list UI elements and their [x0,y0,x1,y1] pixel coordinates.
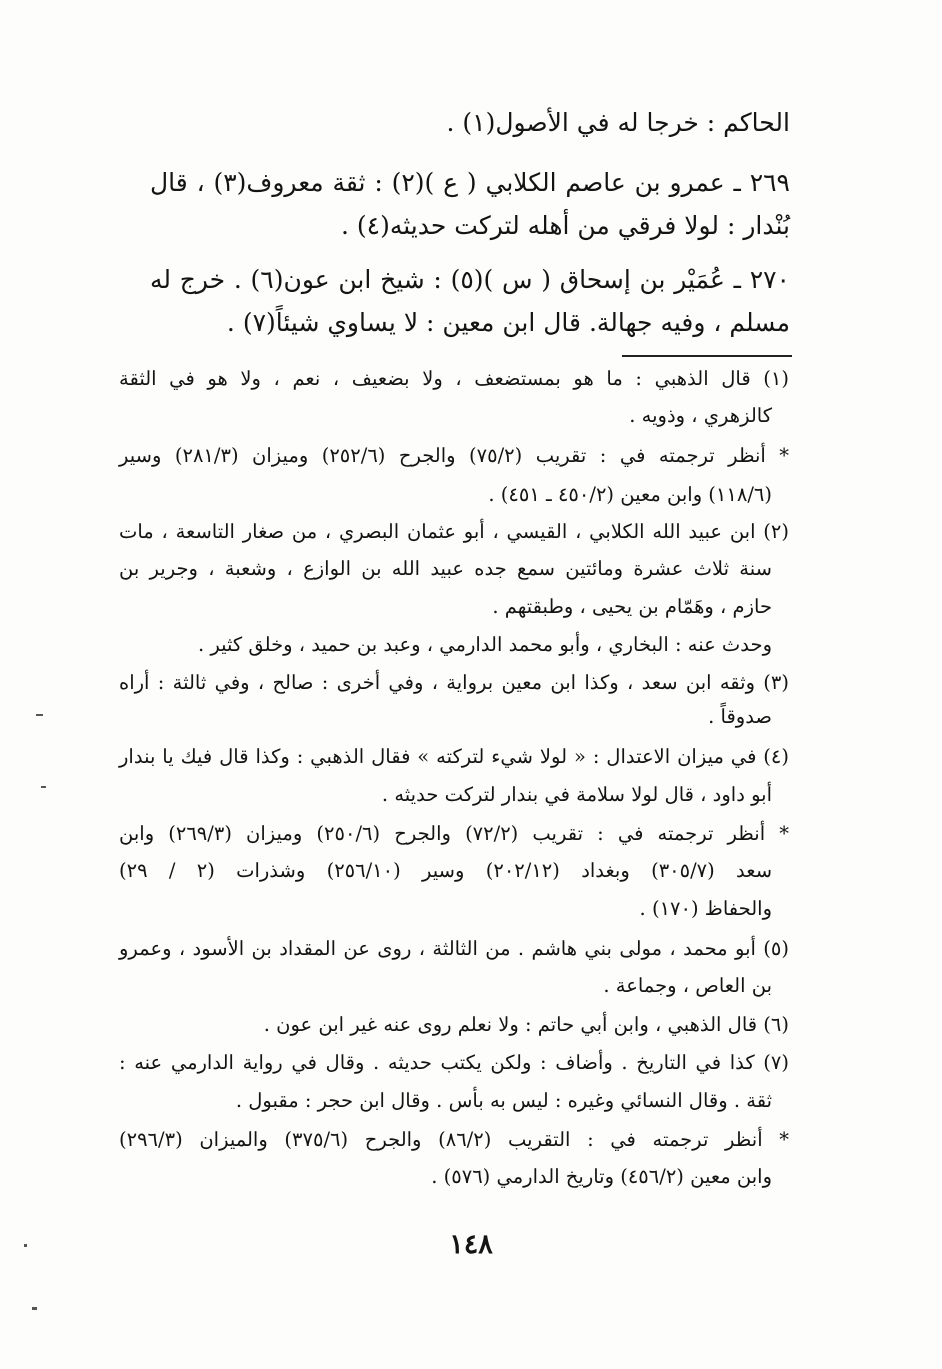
footnote-line: (٧) كذا في التاريخ . وأضاف : ولكن يكتب حديثه . وقال في رواية الدارمي عنه : [119,1051,789,1074]
main-line: ٢٧٠ ـ عُمَيْر بن إسحاق ( س )(٥) : شيخ ابن عون(٦) . خرج له [150,265,790,294]
footnote-line: * أنظر ترجمته في : تقريب (٧٢/٢) والجرح (٢٥٠/٦) وميزان (٢٦٩/٣) وابن [119,822,789,845]
footnote-line: (٣) وثقه ابن سعد ، وكذا ابن معين برواية ، وفي أخرى : صالح ، وفي ثالثة : أراه [119,671,789,694]
footnote-line: وابن معين (٤٥٦/٢) وتاريخ الدارمي (٥٧٦) . [431,1165,772,1188]
main-line: ٢٦٩ ـ عمرو بن عاصم الكلابي ( ع )(٢) : ثقة معروف(٣) ، قال [150,168,790,197]
page-number: ١٤٨ [449,1229,493,1260]
footnote-line: (١١٨/٦) وابن معين (٤٥٠/٢ ـ ٤٥١) . [488,483,772,506]
main-line: الحاكم : خرجا له في الأصول(١) . [446,108,790,137]
footnote-line: وحدث عنه : البخاري ، وأبو محمد الدارمي ، وعبد بن حميد ، وخلق كثير . [197,633,772,656]
footnote-line: ثقة . وقال النسائي وغيره : ليس به بأس . وقال ابن حجر : مقبول . [235,1089,772,1112]
footnote-line: (١) قال الذهبي : ما هو بمستضعف ، ولا بضعيف ، نعم ، ولا هو في الثقة [119,367,789,390]
footnote-line: * أنظر ترجمته في : تقريب (٧٥/٢) والجرح (٢٥٢/٦) وميزان (٢٨١/٣) وسير [119,444,789,467]
footnote-line: (٦) قال الذهبي ، وابن أبي حاتم : ولا نعلم روى عنه غير ابن عون . [263,1013,789,1036]
scan-speck [41,786,46,788]
footnote-line: سعد (٣٠٥/٧) وبغداد (٢٠٢/١٢) وسير (٢٥٦/١٠) وشذرات (٢ / ٢٩) [119,859,773,882]
footnote-line: (٥) أبو محمد ، مولى بني هاشم . من الثالثة ، روى عن المقداد بن الأسود ، وعمرو [119,937,789,960]
scan-speck [24,1244,27,1247]
footnote-line: أبو داود ، قال لولا سلامة في بندار لتركت حديثه . [381,783,772,806]
footnote-line: (٤) في ميزان الاعتدال : « لولا شيء لتركته » فقال الذهبي : وكذا قال فيك يا بندار [119,745,789,768]
footnote-line: سنة ثلاث عشرة ومائتين سمع جده عبيد الله بن الوازع ، وشعبة ، وجرير بن [119,557,772,580]
footnote-line: (٢) ابن عبيد الله الكلابي ، القيسي ، أبو عثمان البصري ، من صغار التاسعة ، مات [119,520,789,543]
footnote-line: بن العاص ، وجماعة . [603,974,772,997]
footnote-line: * أنظر ترجمته في : التقريب (٨٦/٢) والجرح (٣٧٥/٦) والميزان (٢٩٦/٣) [119,1128,790,1151]
scan-speck [36,714,43,716]
footnote-separator [622,355,792,357]
footnote-line: والحفاظ (١٧٠) . [639,897,772,920]
footnote-line: صدوقاً . [708,705,772,728]
footnote-line: حازم ، وهَمّام بن يحيى ، وطبقتهم . [492,595,772,618]
scan-speck [32,1307,37,1310]
footnote-line: كالزهري ، وذويه . [629,404,772,427]
main-line: مسلم ، وفيه جهالة. قال ابن معين : لا يساوي شيئاً(٧) . [226,308,790,337]
main-line: بُنْدار : لولا فرقي من أهله لتركت حديثه(٤) . [341,211,790,240]
